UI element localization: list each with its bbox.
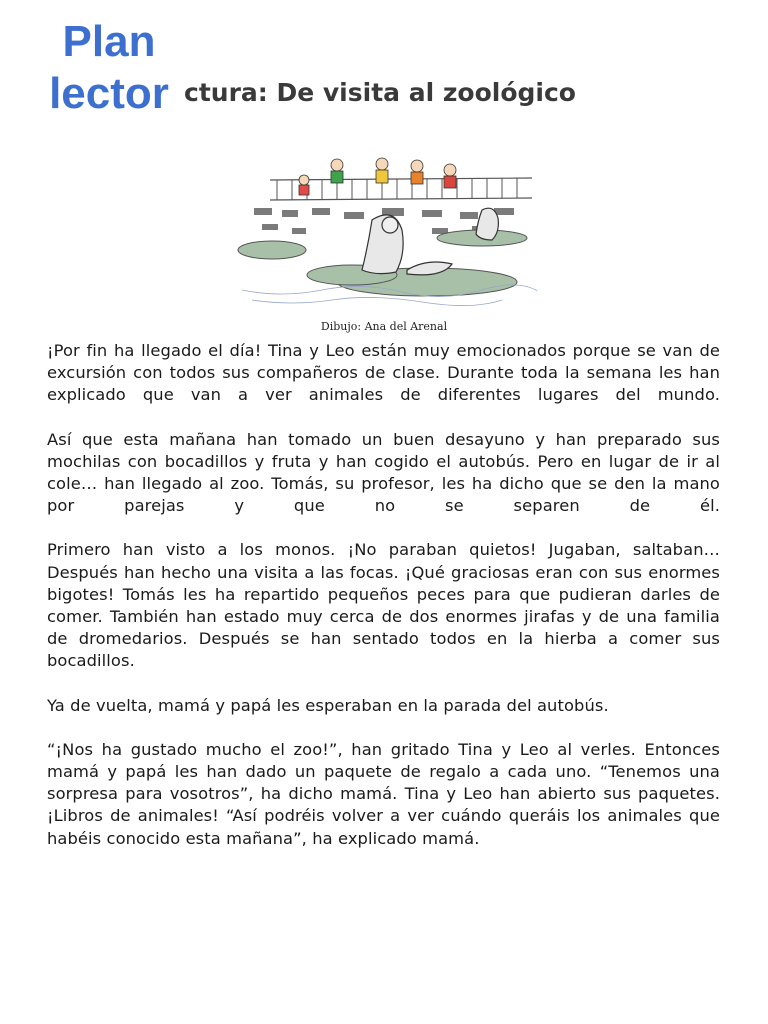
page-title: ctura: De visita al zoológico [184, 78, 576, 107]
illustration-caption: Dibujo: Ana del Arenal [320, 320, 448, 333]
paragraph-1: ¡Por fin ha llegado el día! Tina y Leo están muy emocionados porque se van de excursión con todos sus compañeros de clase. Durante toda la semana les han explicado que van a ver animales de diferentes lugares del mundo. [47, 341, 720, 405]
logo-line-1: Plan [62, 17, 156, 66]
paragraph-4: Ya de vuelta, mamá y papá les esperaban en la parada del autobús. [47, 695, 609, 715]
story-text [47, 340, 720, 872]
paragraph-3: Primero han visto a los monos. ¡No paraban quietos! Jugaban, saltaban… Después han hecho una visita a las focas. ¡Qué graciosas eran con sus enormes bigotes! Tomás les ha repartido pequeños peces para que pudieran darles de comer. También han estado muy cerca de dos enormes jirafas y de una familia de dromedarios. Después se han sentado todos en la hierba a comer sus bocadillos. [47, 540, 720, 671]
paragraph-5: “¡Nos ha gustado mucho el zoo!”, han gritado Tina y Leo al verles. Entonces mamá y papá les han dado un paquete de regalo a cada uno. “Tenemos una sorpresa para vosotros”, ha dicho mamá. Tina y Leo han abierto sus paquetes. ¡Libros de animales! “Así podréis volver a ver cuándo queráis los animales que habéis conocido esta mañana”, ha explicado mamá. [47, 739, 720, 848]
plan-lector-logo [34, 16, 184, 120]
logo-line-2: lector [49, 69, 169, 118]
paragraph-2: Así que esta mañana han tomado un buen desayuno y han preparado sus mochilas con bocadillos y fruta y han cogido el autobús. Pero en lugar de ir al cole… han llegado al zoo. Tomás, su profesor, les ha dicho que se den la mano por parejas y que no se separen de él. [47, 429, 720, 516]
zoo-seals-illustration [232, 150, 537, 310]
